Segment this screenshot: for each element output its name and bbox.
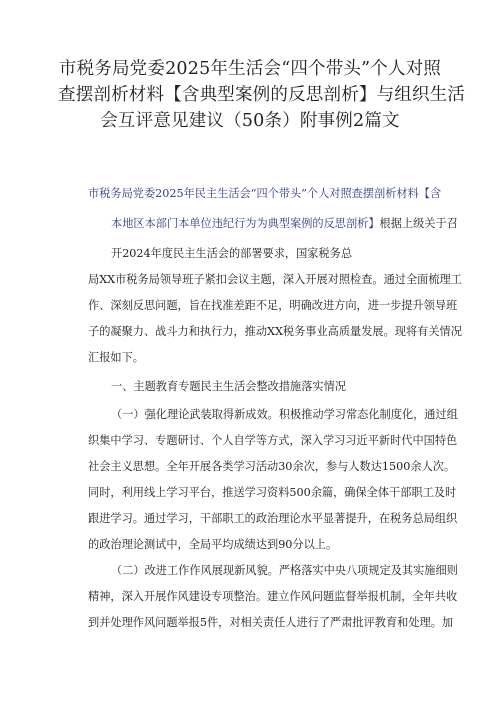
- paragraph-line: 同时，利用线上学习平台，推送学习资料500余篇，确保全体干部职工及时: [88, 486, 457, 499]
- paragraph-line: （一）强化理论武装取得新成效。积极推动学习常态化制度化，通过组: [111, 408, 458, 421]
- subtitle-line: [111, 216, 458, 232]
- paragraph-line: 作、深刻反思问题，旨在找准差距不足，明确改进方向，进一步提升领导班: [88, 299, 458, 312]
- paragraph-line: （二）改进工作作风展现新风貌。严格落实中央八项规定及其实施细则: [111, 564, 458, 577]
- paragraph-line: 子的凝聚力、战斗力和执行力，推动XX税务事业高质量发展。现将有关情况: [88, 325, 462, 338]
- subtitle-line: 市税务局党委2025年民主生活会“四个带头”个人对照查摆剖析材料【含: [88, 187, 442, 200]
- paragraph-line: 织集中学习、专题研讨、个人自学等方式，深入学习习近平新时代中国特色: [88, 434, 458, 447]
- subtitle-text: 本地区本部门本单位违纪行为为典型案例的反思剖析】: [111, 217, 380, 230]
- body-text: 根据上级关于召: [379, 217, 458, 230]
- title-line: 市税务局党委2025年生活会“四个带头”个人对照: [58, 59, 442, 79]
- document-title: [58, 56, 466, 134]
- paragraph-line: 跟进学习。通过学习，干部职工的政治理论水平显著提升，在税务总局组织: [88, 512, 458, 525]
- paragraph-line: 开2024年度民主生活会的部署要求，国家税务总: [111, 247, 353, 260]
- paragraph-line: 局XX市税务局领导班子紧扣会议主题，深入开展对照检查。通过全面梳理工: [88, 273, 462, 286]
- paragraph-line: 到并处理作风问题举报5件，对相关责任人进行了严肃批评教育和处理。加: [88, 616, 454, 629]
- title-line: 会互评意见建议（50条）附事例2篇文: [100, 111, 400, 131]
- paragraph-line: 精神，深入开展作风建设专项整治。建立作风问题监督举报机制，全年共收: [88, 590, 458, 603]
- section-heading: 一、主题教育专题民主生活会整改措施落实情况: [111, 380, 346, 393]
- paragraph-line: 社会主义思想。全年开展各类学习活动30余次，参与人数达1500余人次。: [88, 460, 456, 473]
- title-line: 查摆剖析材料【含典型案例的反思剖析】与组织生活: [58, 85, 466, 105]
- paragraph-line: 汇报如下。: [88, 351, 144, 364]
- paragraph-line: 的政治理论测试中，全局平均成绩达到90分以上。: [88, 538, 338, 551]
